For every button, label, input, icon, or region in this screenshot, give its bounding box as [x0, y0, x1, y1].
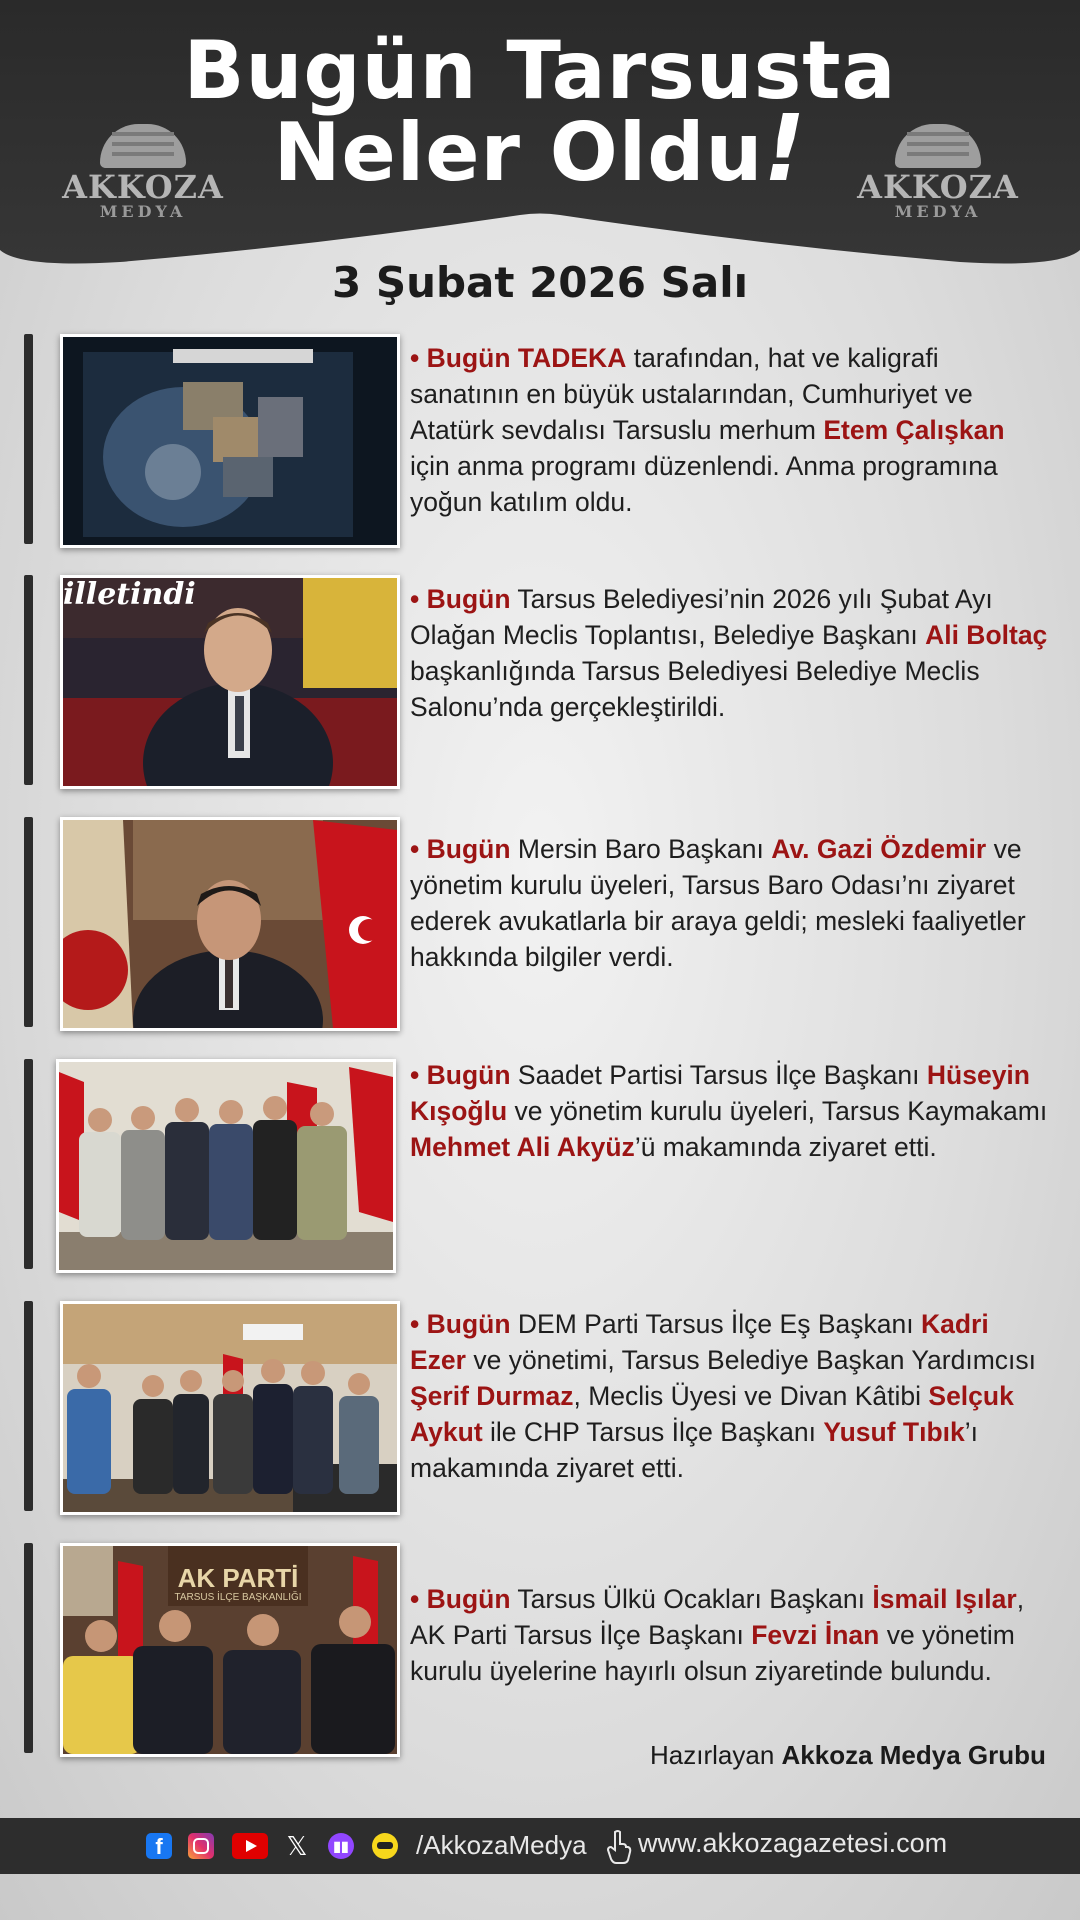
logo-brand: AKKOZA — [857, 168, 1019, 206]
akkoza-logo-left — [58, 120, 228, 220]
news-photo-dem-visit — [60, 1301, 400, 1515]
highlight-text: Mehmet Ali Akyüz — [410, 1132, 635, 1162]
header-banner — [0, 0, 1080, 280]
highlight-text: Bugün — [426, 1309, 511, 1339]
kick-icon[interactable] — [372, 1833, 398, 1859]
photo-sign-sub: TARSUS İLÇE BAŞKANLIĞI — [174, 1592, 302, 1603]
twitch-icon[interactable]: ▮▮ — [328, 1833, 354, 1859]
x-icon[interactable]: 𝕏 — [286, 1831, 308, 1861]
news-photo-saadet-visit — [56, 1059, 396, 1273]
page-title-text: Neler Oldu — [273, 106, 764, 199]
highlight-text: Selçuk Aykut — [410, 1381, 1014, 1447]
bullet-icon: • — [410, 1584, 427, 1614]
pointer-hand-icon — [606, 1828, 632, 1864]
highlight-text: Ali Boltaç — [925, 620, 1048, 650]
body-text: Tarsus Belediyesi’nin 2026 yılı Şubat Ayı Olağan Meclis Toplantısı, Belediye Başkanı — [410, 584, 993, 650]
news-photo-ak-parti-visit — [60, 1543, 400, 1757]
body-text: Tarsus Ülkü Ocakları Başkanı — [510, 1584, 873, 1614]
logo-sub: MEDYA — [99, 202, 187, 221]
bullet-icon: • — [410, 343, 427, 373]
item-bar — [24, 334, 33, 544]
body-text: , Meclis Üyesi ve Divan Kâtibi — [573, 1381, 929, 1411]
body-text: ’ı makamında ziyaret etti. — [410, 1417, 978, 1483]
credit — [650, 1740, 1046, 1771]
instagram-icon[interactable] — [188, 1833, 214, 1859]
news-item — [0, 334, 1080, 550]
bullet-icon: • — [410, 1309, 427, 1339]
news-text — [410, 1057, 1050, 1165]
body-text: ve yönetim kurulu üyeleri, Tarsus Baro Odası’nı ziyaret ederek avukatlarla bir araya geldi; mesleki faaliyetler hakkında bilgiler verdi. — [410, 834, 1026, 972]
highlight-text: Etem Çalışkan — [823, 415, 1005, 445]
website-link[interactable]: www.akkozagazetesi.com — [638, 1828, 948, 1858]
news-text — [410, 1581, 1050, 1689]
page-title-line1: Bugün Tarsusta — [183, 24, 897, 117]
highlight-text: Yusuf Tıbık — [823, 1417, 965, 1447]
news-text — [410, 831, 1050, 975]
item-bar — [24, 1543, 33, 1753]
highlight-text: Fevzi İnan — [751, 1620, 880, 1650]
highlight-text: Bugün — [426, 1584, 511, 1614]
item-bar — [24, 1301, 33, 1511]
news-item — [0, 575, 1080, 791]
news-text — [410, 1306, 1050, 1486]
news-item — [0, 1059, 1080, 1275]
credit-name: Akkoza Medya Grubu — [781, 1740, 1046, 1770]
photo-sign: AK PARTİ — [177, 1563, 299, 1593]
body-text: ve yönetim kurulu üyeleri, Tarsus Kaymakamı — [507, 1096, 1048, 1126]
body-text: , AK Parti Tarsus İlçe Başkanı — [410, 1584, 1025, 1650]
news-photo-bar-association — [60, 817, 400, 1031]
highlight-text: Hüseyin Kışoğlu — [410, 1060, 1030, 1126]
dome-icon — [100, 124, 186, 168]
photo-caption: illetindi — [63, 577, 196, 612]
highlight-text: Bugün — [426, 834, 511, 864]
news-text — [410, 340, 1050, 520]
credit-prefix: Hazırlayan — [650, 1740, 775, 1770]
highlight-text: Şerif Durmaz — [410, 1381, 574, 1411]
body-text: ve yönetimi, Tarsus Belediye Başkan Yardımcısı — [465, 1345, 1036, 1375]
logo-brand: AKKOZA — [62, 168, 224, 206]
footer-bar — [0, 1818, 1080, 1874]
news-item — [0, 1543, 1080, 1759]
social-handle[interactable]: /AkkozaMedya — [416, 1830, 587, 1860]
logo-sub: MEDYA — [894, 202, 982, 221]
youtube-icon[interactable] — [232, 1833, 268, 1859]
highlight-text: Bugün — [426, 584, 511, 614]
highlight-text: İsmail Işılar — [872, 1584, 1017, 1614]
news-photo-memorial — [60, 334, 400, 548]
news-item — [0, 1301, 1080, 1517]
item-bar — [24, 817, 33, 1027]
highlight-text: Kadri Ezer — [410, 1309, 989, 1375]
dome-icon — [895, 124, 981, 168]
highlight-text: Bugün TADEKA — [426, 343, 627, 373]
body-text: için anma programı düzenlendi. Anma programına yoğun katılım oldu. — [410, 451, 998, 517]
news-photo-council — [60, 575, 400, 789]
body-text: ile CHP Tarsus İlçe Başkanı — [482, 1417, 824, 1447]
bullet-icon: • — [410, 584, 427, 614]
body-text: başkanlığında Tarsus Belediyesi Belediye Meclis Salonu’nda gerçekleştirildi. — [410, 656, 980, 722]
highlight-text: Av. Gazi Özdemir — [771, 834, 987, 864]
page-title-mark: ! — [763, 95, 807, 202]
facebook-icon[interactable]: f — [146, 1833, 172, 1859]
date-heading: 3 Şubat 2026 Salı — [331, 258, 748, 307]
item-bar — [24, 575, 33, 785]
body-text: ’ü makamında ziyaret etti. — [634, 1132, 937, 1162]
body-text: tarafından, hat ve kaligrafi sanatının en büyük ustalarından, Cumhuriyet ve Atatürk sevdalısı Tarsuslu merhum — [410, 343, 973, 445]
news-item — [0, 817, 1080, 1033]
highlight-text: Bugün — [426, 1060, 511, 1090]
item-bar — [24, 1059, 33, 1269]
body-text: ve yönetim kurulu üyelerine hayırlı olsun ziyaretinde bulundu. — [410, 1620, 1015, 1686]
news-text — [410, 581, 1050, 725]
bullet-icon: • — [410, 1060, 427, 1090]
body-text: DEM Parti Tarsus İlçe Eş Başkanı — [510, 1309, 921, 1339]
body-text: Saadet Partisi Tarsus İlçe Başkanı — [510, 1060, 927, 1090]
akkoza-logo-right — [853, 120, 1023, 220]
body-text: Mersin Baro Başkanı — [510, 834, 772, 864]
bullet-icon: • — [410, 834, 427, 864]
